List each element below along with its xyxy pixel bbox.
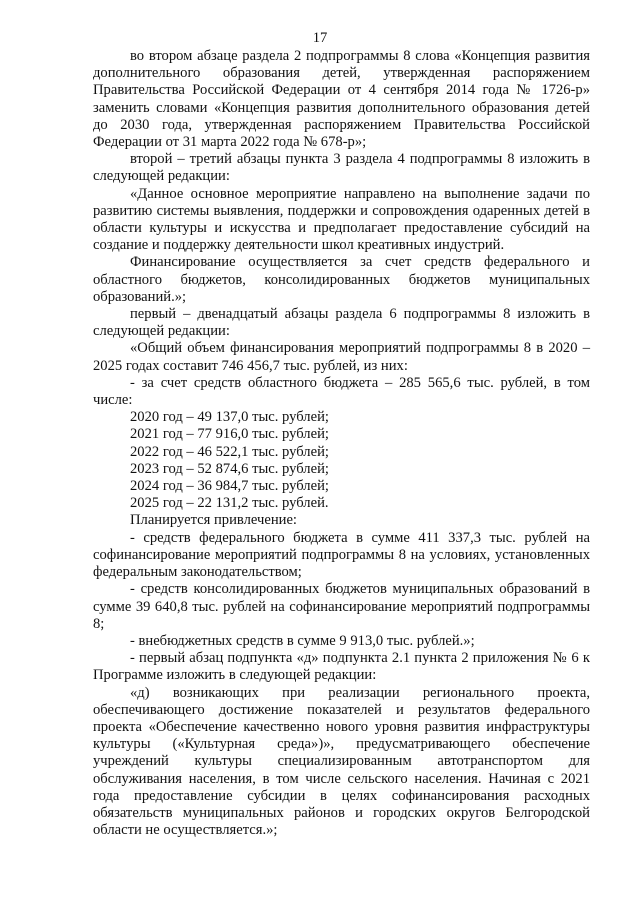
year-line: 2022 год – 46 522,1 тыс. рублей; <box>130 443 329 460</box>
paragraph: - средств консолидированных бюджетов муниципальных образований в сумме 39 640,8 тыс. рублей на софинансирование мероприятий подпрограммы 8; <box>93 581 590 632</box>
paragraph: первый – двенадцатый абзацы раздела 6 подпрограммы 8 изложить в следующей редакции: <box>93 306 590 340</box>
paragraph: - внебюджетных средств в сумме 9 913,0 тыс. рублей.»; <box>130 632 475 649</box>
paragraph: «Общий объем финансирования мероприятий подпрограммы 8 в 2020 – 2025 годах составит 746 456,7 тыс. рублей, из них: <box>93 340 590 374</box>
document-body <box>93 48 590 839</box>
year-line: 2025 год – 22 131,2 тыс. рублей. <box>130 495 329 512</box>
paragraph: - средств федерального бюджета в сумме 411 337,3 тыс. рублей на софинансирование мероприятий подпрограммы 8 на условиях, установленных федеральным законодательством; <box>93 529 590 581</box>
paragraph: Планируется привлечение: <box>130 512 297 529</box>
paragraph: второй – третий абзацы пункта 3 раздела 4 подпрограммы 8 изложить в следующей редакции: <box>93 151 590 185</box>
page-number: 17 <box>312 30 328 46</box>
paragraph: Финансирование осуществляется за счет средств федерального и областного бюджетов, консолидированных бюджетов муниципальных образований.»; <box>93 254 590 305</box>
year-line: 2020 год – 49 137,0 тыс. рублей; <box>130 409 329 426</box>
paragraph: - за счет средств областного бюджета – 285 565,6 тыс. рублей, в том числе: <box>93 374 590 409</box>
year-line: 2021 год – 77 916,0 тыс. рублей; <box>130 426 329 443</box>
year-line: 2024 год – 36 984,7 тыс. рублей; <box>130 478 329 495</box>
paragraph: - первый абзац подпункта «д» подпункта 2.1 пункта 2 приложения № 6 к Программе изложить в следующей редакции: <box>93 650 590 684</box>
year-line: 2023 год – 52 874,6 тыс. рублей; <box>130 460 329 477</box>
paragraph: «Данное основное мероприятие направлено на выполнение задачи по развитию системы выявления, поддержки и сопровождения одаренных детей в области культуры и искусства и предполагает предоставление субсидий на создание и поддержку деятельности школ креативных индустрий. <box>93 185 590 254</box>
paragraph: во втором абзаце раздела 2 подпрограммы 8 слова «Концепция развития дополнительного образования детей, утвержденная распоряжением Правительства Российской Федерации от 4 сентября 2014 года № 1726-р» заменить словами «Концепция развития дополнительного образования детей до 2030 года, утвержденная распоряжением Правительства Российской Федерации от 31 марта 2022 года № 678-р»; <box>93 48 590 151</box>
paragraph: «д) возникающих при реализации регионального проекта, обеспечивающего достижение показателей и результатов федерального проекта «Обеспечение качественно нового уровня развития инфраструктуры культуры («Культурная среда»)», предусматривающего обеспечение учреждений культуры специализированным автотранспортом для обслуживания населения, в том числе сельского населения. Начиная с 2021 года предоставление субсидии в целях софинансирования расходных обязательств муниципальных районов и городских округов Белгородской области не осуществляется.»; <box>93 684 590 839</box>
